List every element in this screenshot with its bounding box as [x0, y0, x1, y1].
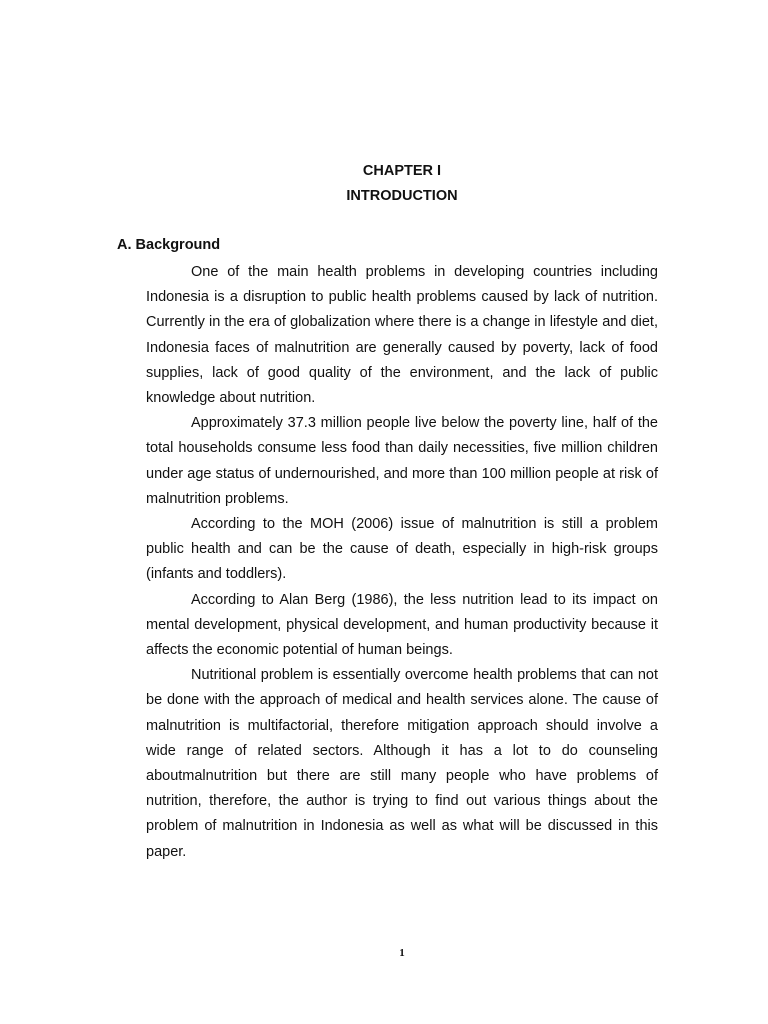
chapter-title: INTRODUCTION: [346, 188, 458, 204]
paragraph-5: Nutritional problem is essentially overcome health problems that can not be done with the approach of medical and health services alone. The cause of malnutrition is multifactorial, therefore mitigation approach should involve a wide range of related sectors. Although it has a lot to do counseling aboutmalnutrition but there are still many people who have problems of nutrition, therefore, the author is trying to find out various things about the problem of malnutrition in Indonesia as well as what will be discussed in this paper.: [146, 667, 658, 860]
paragraph-1: One of the main health problems in developing countries including Indonesia is a disruption to public health problems caused by lack of nutrition. Currently in the era of globalization where there is a change in lifestyle and diet, Indonesia faces of malnutrition are generally caused by poverty, lack of food supplies, lack of good quality of the environment, and the lack of public knowledge about nutrition.: [146, 264, 658, 407]
paragraph-4: According to Alan Berg (1986), the less nutrition lead to its impact on mental development, physical development, and human productivity because it affects the economic potential of human beings.: [146, 591, 658, 659]
paragraph-2: Approximately 37.3 million people live below the poverty line, half of the total households consume less food than daily necessities, five million children under age status of undernourished, and more than 100 million people at risk of malnutrition problems.: [146, 415, 658, 507]
chapter-label: CHAPTER I: [362, 163, 442, 179]
body-text: [146, 260, 658, 865]
page-number: 1: [399, 947, 405, 959]
paragraph-3: According to the MOH (2006) issue of malnutrition is still a problem public health and can be the cause of death, especially in high-risk groups (infants and toddlers).: [146, 516, 658, 583]
section-heading: A. Background: [117, 237, 221, 253]
